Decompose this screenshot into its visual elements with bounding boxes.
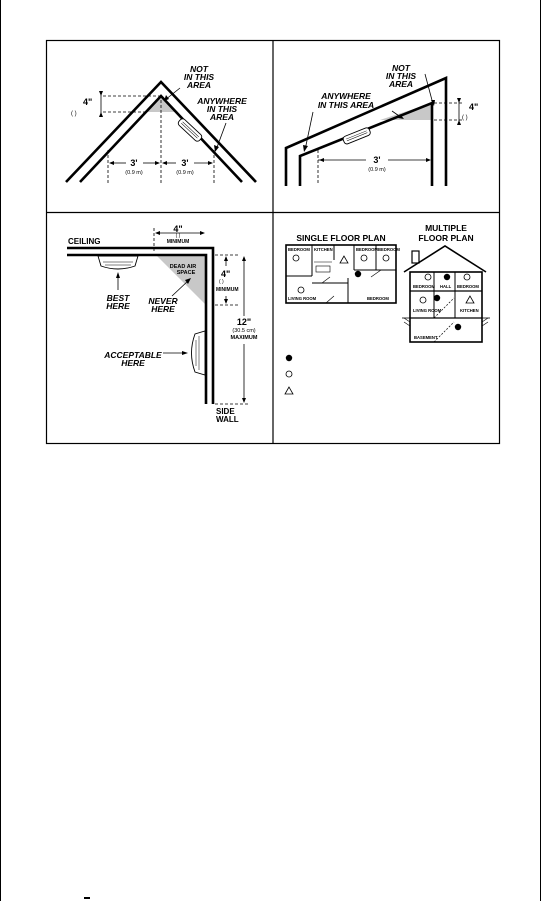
room-label: BEDROOM xyxy=(413,284,435,289)
dim-4in-top-paren: ( ) xyxy=(175,233,181,239)
dim-4in-side-min: MINIMUM xyxy=(216,287,239,293)
ceiling-label: CEILING xyxy=(68,237,101,246)
dim-3ft-left: 3' xyxy=(130,158,138,168)
multi-floor-detectors xyxy=(420,274,474,330)
legend-triangle-icon xyxy=(285,387,293,394)
filled-circle-icon xyxy=(444,274,450,280)
dim-09m-sloped: (0.9 m) xyxy=(368,167,386,173)
room-label: BEDROOM xyxy=(367,296,389,301)
anywhere-line2: IN THIS xyxy=(206,104,238,114)
hollow-circle-icon xyxy=(425,274,431,280)
panel-sloped-ceiling xyxy=(286,63,478,186)
multi-floor-plan xyxy=(402,246,490,342)
dim-4in-sloped: 4" xyxy=(469,102,479,112)
filled-circle-icon xyxy=(434,295,440,301)
room-label: BASEMENT xyxy=(414,335,438,340)
smoke-detector-wall xyxy=(192,331,206,375)
best-here-line1: BEST xyxy=(106,293,130,303)
not-in-area-sloped-line1: NOT xyxy=(392,63,410,73)
single-floor-detectors xyxy=(293,255,389,293)
triangle-icon xyxy=(340,256,348,263)
dim-12in-cm: (30.5 cm) xyxy=(232,328,256,334)
dim-4in-label: 4" xyxy=(83,97,93,107)
smoke-detector-sloped xyxy=(342,127,371,145)
hollow-circle-icon xyxy=(361,255,367,261)
hollow-circle-icon xyxy=(464,274,470,280)
not-in-area-line1: NOT xyxy=(190,64,208,74)
room-label: HALL xyxy=(440,284,452,289)
dim-09m-left: (0.9 m) xyxy=(125,170,143,176)
multi-floor-room-labels xyxy=(413,284,479,340)
filled-circle-icon xyxy=(355,271,361,277)
dim-09m-right: (0.9 m) xyxy=(176,170,194,176)
acceptable-here-line2: HERE xyxy=(121,358,145,368)
legend-hollow-circle-icon xyxy=(286,371,292,377)
room-label: LIVING ROOM xyxy=(413,308,442,313)
multi-floor-title-line1: MULTIPLE xyxy=(425,223,467,233)
dim-3ft-right: 3' xyxy=(181,158,189,168)
hollow-circle-icon xyxy=(420,297,426,303)
never-here-line1: NEVER xyxy=(148,296,178,306)
filled-circle-icon xyxy=(455,324,461,330)
legend-filled-circle-icon xyxy=(286,355,292,361)
side-wall-line2: WALL xyxy=(216,415,239,424)
dead-air-line2: SPACE xyxy=(176,270,196,276)
smoke-detector-ceiling xyxy=(98,256,138,269)
dim-3ft-sloped: 3' xyxy=(373,155,381,165)
anywhere-line1: ANYWHERE xyxy=(197,96,247,106)
room-label: BEDROOM xyxy=(288,247,310,252)
dim-4in-paren: ( ) xyxy=(71,111,77,117)
hollow-circle-icon xyxy=(383,255,389,261)
room-label: KITCHEN xyxy=(460,308,479,313)
triangle-icon xyxy=(466,296,474,303)
room-label: BEDROOM xyxy=(378,247,400,252)
room-label: LIVING ROOM xyxy=(288,296,317,301)
dim-12in-label: 12" xyxy=(236,317,252,327)
room-label: BEDROOM xyxy=(356,247,378,252)
anywhere-sloped-line1: ANYWHERE xyxy=(321,91,371,101)
hollow-circle-icon xyxy=(293,255,299,261)
multi-floor-title-line2: FLOOR PLAN xyxy=(418,233,474,243)
dim-12in-max: MAXIMUM xyxy=(230,335,258,341)
dim-4in-side: 4" xyxy=(221,269,231,279)
dim-4in-sloped-paren: ( ) xyxy=(462,115,468,121)
not-in-area-sloped-line2: IN THIS xyxy=(385,71,417,81)
not-in-area-sloped-line3: AREA xyxy=(388,79,414,89)
hollow-circle-icon xyxy=(298,287,304,293)
dead-air-line1: DEAD AIR xyxy=(169,264,197,270)
single-floor-plan xyxy=(286,245,396,303)
panel-ceiling-wall xyxy=(67,224,258,424)
panel-floor-plans xyxy=(285,223,490,394)
single-floor-room-labels xyxy=(288,247,400,301)
room-label: BEDROOM xyxy=(457,284,479,289)
single-floor-title: SINGLE FLOOR PLAN xyxy=(296,233,386,243)
dim-4in-top: 4" xyxy=(173,224,183,234)
dim-4in-top-min: MINIMUM xyxy=(166,239,190,245)
never-here-line2: HERE xyxy=(151,304,175,314)
panel-peaked-ceiling xyxy=(66,64,256,184)
legend xyxy=(285,355,293,394)
dim-4in-side-paren: ( ) xyxy=(219,279,224,285)
best-here-line2: HERE xyxy=(106,301,130,311)
acceptable-here-line1: ACCEPTABLE xyxy=(104,350,162,360)
anywhere-sloped-line2: IN THIS AREA xyxy=(317,100,375,110)
anywhere-line3: AREA xyxy=(209,112,235,122)
room-label: KITCHEN xyxy=(314,247,333,252)
not-in-area-line3: AREA xyxy=(186,80,212,90)
not-in-area-line2: IN THIS xyxy=(183,72,215,82)
side-wall-line1: SIDE xyxy=(216,407,235,416)
